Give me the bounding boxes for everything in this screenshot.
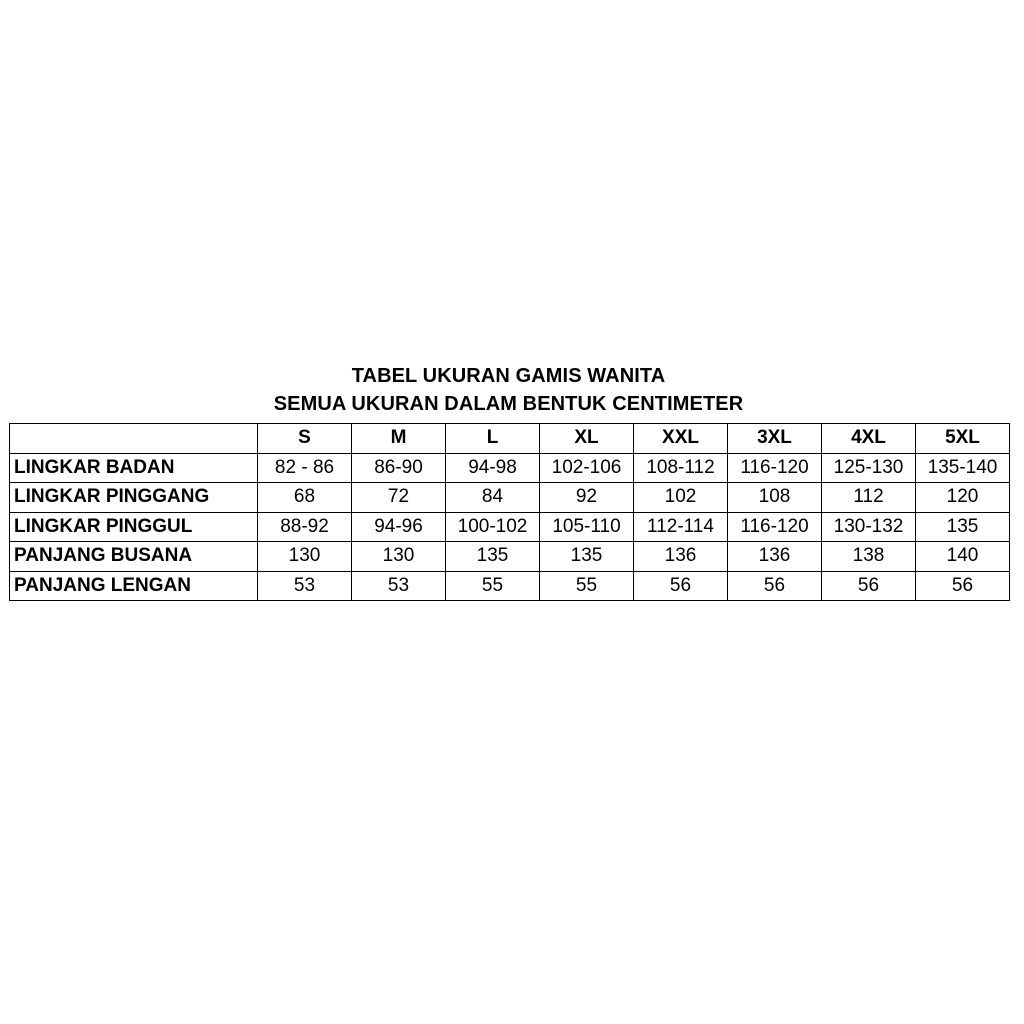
table-cell: 136 xyxy=(634,542,728,572)
table-cell: 86-90 xyxy=(352,453,446,483)
table-cell: 102-106 xyxy=(540,453,634,483)
table-cell: 92 xyxy=(540,483,634,513)
table-cell: 56 xyxy=(728,571,822,601)
table-cell: 102 xyxy=(634,483,728,513)
table-cell: 135 xyxy=(540,542,634,572)
table-cell: 130 xyxy=(258,542,352,572)
table-cell: 55 xyxy=(446,571,540,601)
table-cell: 138 xyxy=(822,542,916,572)
size-chart-table xyxy=(9,423,1010,601)
table-cell: 130-132 xyxy=(822,512,916,542)
row-label-panjang-lengan: PANJANG LENGAN xyxy=(10,571,258,601)
table-cell: 135-140 xyxy=(916,453,1010,483)
size-header-5xl: 5XL xyxy=(916,424,1010,454)
table-cell: 135 xyxy=(446,542,540,572)
table-cell: 56 xyxy=(634,571,728,601)
table-cell: 136 xyxy=(728,542,822,572)
table-cell: 94-96 xyxy=(352,512,446,542)
table-cell: 88-92 xyxy=(258,512,352,542)
header-row xyxy=(10,424,1010,454)
table-row xyxy=(10,571,1010,601)
table-row xyxy=(10,483,1010,513)
table-cell: 72 xyxy=(352,483,446,513)
row-label-panjang-busana: PANJANG BUSANA xyxy=(10,542,258,572)
row-label-lingkar-pinggang: LINGKAR PINGGANG xyxy=(10,483,258,513)
table-cell: 105-110 xyxy=(540,512,634,542)
table-title: TABEL UKURAN GAMIS WANITA xyxy=(351,365,666,387)
table-subtitle: SEMUA UKURAN DALAM BENTUK CENTIMETER xyxy=(273,393,744,415)
table-cell: 53 xyxy=(258,571,352,601)
table-cell: 140 xyxy=(916,542,1010,572)
table-cell: 94-98 xyxy=(446,453,540,483)
table-row xyxy=(10,453,1010,483)
table-cell: 108 xyxy=(728,483,822,513)
table-cell: 100-102 xyxy=(446,512,540,542)
table-cell: 112 xyxy=(822,483,916,513)
table-cell: 116-120 xyxy=(728,453,822,483)
table-cell: 84 xyxy=(446,483,540,513)
table-cell: 112-114 xyxy=(634,512,728,542)
size-header-l: L xyxy=(446,424,540,454)
size-header-xl: XL xyxy=(540,424,634,454)
size-header-m: M xyxy=(352,424,446,454)
table-row xyxy=(10,512,1010,542)
size-header-3xl: 3XL xyxy=(728,424,822,454)
table-cell: 120 xyxy=(916,483,1010,513)
table-cell: 55 xyxy=(540,571,634,601)
table-cell: 68 xyxy=(258,483,352,513)
table-cell: 130 xyxy=(352,542,446,572)
size-header-xxl: XXL xyxy=(634,424,728,454)
table-row xyxy=(10,542,1010,572)
table-cell: 116-120 xyxy=(728,512,822,542)
table-title-block xyxy=(0,362,1017,418)
row-label-lingkar-pinggul: LINGKAR PINGGUL xyxy=(10,512,258,542)
table-cell: 108-112 xyxy=(634,453,728,483)
size-header-4xl: 4XL xyxy=(822,424,916,454)
size-header-s: S xyxy=(258,424,352,454)
table-cell: 125-130 xyxy=(822,453,916,483)
row-label-lingkar-badan: LINGKAR BADAN xyxy=(10,453,258,483)
table-cell: 56 xyxy=(822,571,916,601)
table-cell: 82 - 86 xyxy=(258,453,352,483)
table-cell: 53 xyxy=(352,571,446,601)
corner-cell xyxy=(10,424,258,454)
table-cell: 56 xyxy=(916,571,1010,601)
table-cell: 135 xyxy=(916,512,1010,542)
